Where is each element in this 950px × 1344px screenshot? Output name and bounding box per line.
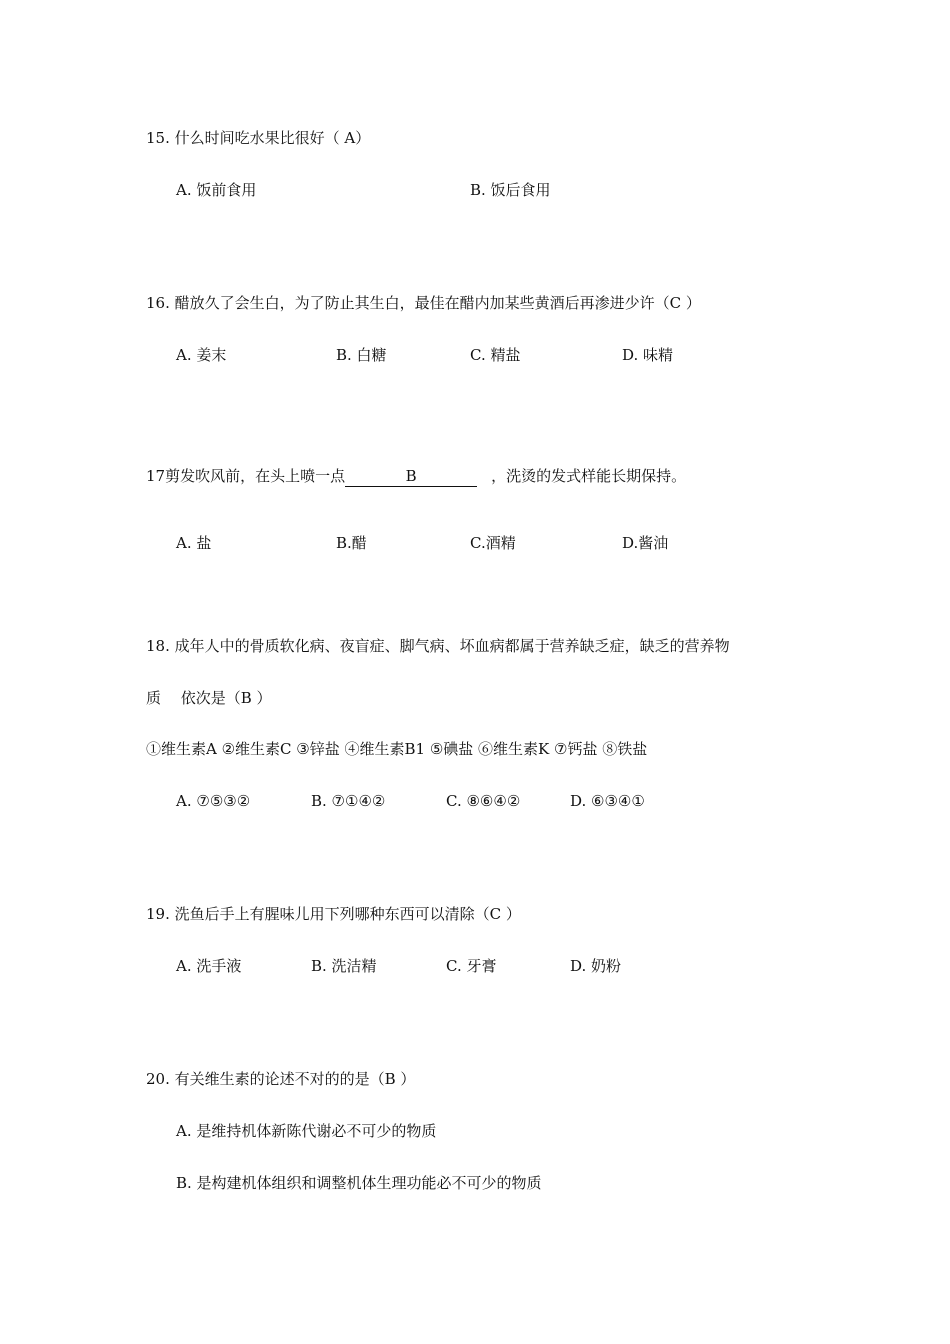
question-17-option-d: D.酱油 bbox=[622, 534, 669, 552]
question-17-answer-blank: B bbox=[345, 466, 477, 487]
question-18-items: ①维生素A ②维生素C ③锌盐 ④维生素B1 ⑤碘盐 ⑥维生素K ⑦钙盐 ⑧铁盐 bbox=[146, 740, 648, 758]
question-15-stem: 15. 什么时间吃水果比很好（ A） bbox=[146, 129, 371, 147]
question-16-stem: 16. 醋放久了会生白，为了防止其生白，最佳在醋内加某些黄酒后再渗进少许（C ） bbox=[146, 294, 701, 312]
question-16-option-c: C. 精盐 bbox=[470, 346, 521, 364]
question-16-option-b: B. 白糖 bbox=[336, 346, 387, 364]
question-16-option-a: A. 姜末 bbox=[176, 346, 227, 364]
question-17-option-a: A. 盐 bbox=[176, 534, 212, 552]
question-19-option-b: B. 洗洁精 bbox=[311, 957, 377, 975]
question-18-stem-line1: 18. 成年人中的骨质软化病、夜盲症、脚气病、坏血病都属于营养缺乏症，缺乏的营养物 bbox=[146, 637, 730, 655]
question-18-option-d: D. ⑥③④① bbox=[570, 792, 645, 810]
question-18-stem-line2: 质 依次是（B ） bbox=[146, 689, 272, 707]
question-19-option-c: C. 牙膏 bbox=[446, 957, 497, 975]
question-17-option-b: B.醋 bbox=[336, 534, 367, 552]
question-20-option-a: A. 是维持机体新陈代谢必不可少的物质 bbox=[176, 1122, 437, 1140]
question-17-stem-before: 17剪发吹风前，在头上喷一点 bbox=[146, 467, 346, 485]
question-19-stem: 19. 洗鱼后手上有腥味儿用下列哪种东西可以清除（C ） bbox=[146, 905, 521, 923]
question-20-stem: 20. 有关维生素的论述不对的的是（B ） bbox=[146, 1070, 416, 1088]
question-19-option-a: A. 洗手液 bbox=[176, 957, 242, 975]
question-18-option-c: C. ⑧⑥④② bbox=[446, 792, 521, 810]
question-19-option-d: D. 奶粉 bbox=[570, 957, 622, 975]
question-20-option-b: B. 是构建机体组织和调整机体生理功能必不可少的物质 bbox=[176, 1174, 542, 1192]
question-17-stem bbox=[146, 466, 686, 487]
question-17-option-c: C.酒精 bbox=[470, 534, 516, 552]
question-16-option-d: D. 味精 bbox=[622, 346, 674, 364]
question-17-stem-after: ，洗烫的发式样能长期保持。 bbox=[491, 467, 687, 485]
question-18-option-a: A. ⑦⑤③② bbox=[176, 792, 251, 810]
question-15-option-b: B. 饭后食用 bbox=[470, 181, 551, 199]
question-15-option-a: A. 饭前食用 bbox=[176, 181, 257, 199]
question-18-option-b: B. ⑦①④② bbox=[311, 792, 386, 810]
